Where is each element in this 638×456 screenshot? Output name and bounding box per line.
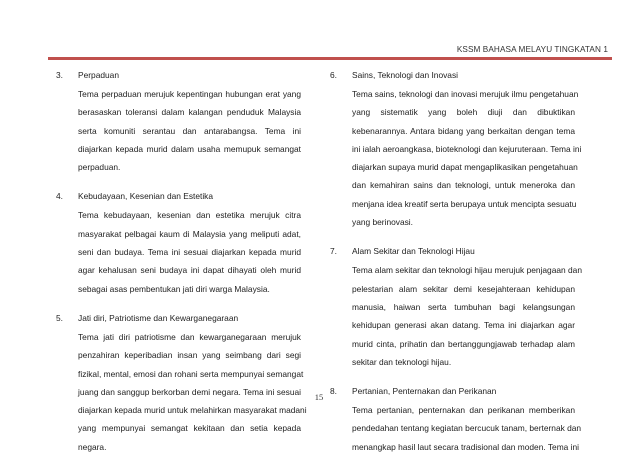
paragraph-line: sekitar dan teknologi hijau. bbox=[352, 356, 452, 367]
paragraph-line: yang mempunyai semangat kekitaan dan setia kepada bbox=[78, 423, 301, 434]
theme-section bbox=[330, 66, 582, 231]
section-gap bbox=[330, 231, 575, 242]
section-title: Kebudayaan, Kesenian dan Estetika bbox=[78, 191, 214, 202]
paragraph-line: Tema kebudayaan, kesenian dan estetika merujuk citra bbox=[78, 210, 301, 221]
paragraph-line: menjana idea kreatif serta berupaya untuk mencipta sesuatu bbox=[352, 198, 577, 209]
theme-section bbox=[56, 187, 301, 297]
section-number: 7. bbox=[330, 246, 337, 257]
paragraph-line: manusia, haiwan serta tumbuhan bagi kelangsungan bbox=[352, 301, 575, 312]
paragraph-line: agar kehalusan seni budaya ini dapat dihayati oleh murid bbox=[78, 265, 301, 276]
section-title: Pertanian, Penternakan dan Perikanan bbox=[352, 386, 497, 397]
theme-section bbox=[330, 242, 582, 371]
paragraph-line: menangkap hasil laut secara tradisional dan moden. Tema ini bbox=[352, 441, 580, 452]
section-title: Alam Sekitar dan Teknologi Hijau bbox=[352, 246, 475, 257]
section-number: 4. bbox=[56, 191, 63, 202]
paragraph-line: Tema jati diri patriotisme dan kewarganegaraan merujuk bbox=[78, 331, 301, 342]
paragraph-line: berasaskan toleransi dalam kalangan penduduk Malaysia bbox=[78, 107, 301, 118]
section-number: 8. bbox=[330, 386, 337, 397]
paragraph-line: pelestarian alam sekitar demi kesejahteraan kehidupan bbox=[352, 283, 575, 294]
section-gap bbox=[330, 371, 575, 382]
paragraph-line: pendedahan tentang kegiatan bercucuk tanam, berternak dan bbox=[352, 423, 582, 434]
paragraph-line: dan kemahiran sains dan teknologi, untuk meneroka dan bbox=[352, 180, 575, 191]
theme-section bbox=[56, 309, 307, 456]
paragraph-line: yang sistematik yang boleh diuji dan dibuktikan bbox=[352, 107, 575, 118]
paragraph-line: fizikal, mental, emosi dan rohani serta mempunyai semangat bbox=[78, 368, 304, 379]
paragraph-line: juang dan sanggup berkorban demi negara. Tema ini sesuai bbox=[78, 386, 301, 397]
paragraph-line: yang berinovasi. bbox=[352, 217, 413, 228]
section-gap bbox=[56, 176, 301, 187]
paragraph-line: Tema sains, teknologi dan inovasi merujuk ilmu pengetahuan bbox=[352, 89, 579, 99]
paragraph-line: Tema pertanian, penternakan dan perikanan memberikan bbox=[352, 405, 575, 416]
section-title: Perpaduan bbox=[78, 70, 119, 80]
paragraph-line: masyarakat pelbagai kaum di Malaysia yang meliputi adat, bbox=[78, 228, 301, 239]
header-divider bbox=[48, 57, 612, 60]
paragraph-line: murid cinta, prihatin dan bertanggungjawab terhadap alam bbox=[352, 338, 575, 349]
paragraph-line: penzahiran keperibadian insan yang seimbang dari segi bbox=[78, 350, 301, 361]
paragraph-line: diajarkan kepada murid dalam usaha memupuk semangat bbox=[78, 143, 301, 154]
paragraph-line: seni dan budaya. Tema ini sesuai diajarkan kepada murid bbox=[78, 247, 301, 258]
paragraph-line: diajarkan kepada murid untuk melahirkan masyarakat madani bbox=[78, 405, 307, 416]
paragraph-line: perpaduan. bbox=[78, 162, 121, 173]
theme-section bbox=[56, 66, 301, 176]
section-gap bbox=[56, 298, 301, 309]
paragraph-line: kehidupan generasi akan datang. Tema ini diajarkan agar bbox=[352, 320, 575, 331]
paragraph-line: kebenarannya. Antara bidang yang berkaitan dengan tema bbox=[352, 125, 575, 136]
paragraph-line: diajarkan supaya murid dapat mengaplikasikan pengetahuan bbox=[352, 162, 578, 173]
paragraph-line: sebagai asas pembentukan jati diri warga Malaysia. bbox=[78, 283, 270, 294]
paragraph-line: Tema perpaduan merujuk kepentingan hubungan erat yang bbox=[78, 89, 301, 99]
section-number: 3. bbox=[56, 70, 63, 80]
page-number: 15 bbox=[314, 392, 324, 402]
section-number: 5. bbox=[56, 312, 63, 323]
header-title: KSSM BAHASA MELAYU TINGKATAN 1 bbox=[456, 45, 608, 54]
section-number: 6. bbox=[330, 70, 337, 80]
section-title: Sains, Teknologi dan Inovasi bbox=[352, 70, 458, 80]
section-title: Jati diri, Patriotisme dan Kewarganegaraan bbox=[78, 312, 239, 323]
paragraph-line: negara. bbox=[78, 441, 107, 452]
paragraph-line: ini ialah aeroangkasa, bioteknologi dan kejuruteraan. Tema ini bbox=[352, 143, 582, 154]
paragraph-line: serta komuniti serantau dan antarabangsa. Tema ini bbox=[78, 125, 301, 136]
paragraph-line: Tema alam sekitar dan teknologi hijau merujuk penjagaan dan bbox=[352, 265, 582, 276]
